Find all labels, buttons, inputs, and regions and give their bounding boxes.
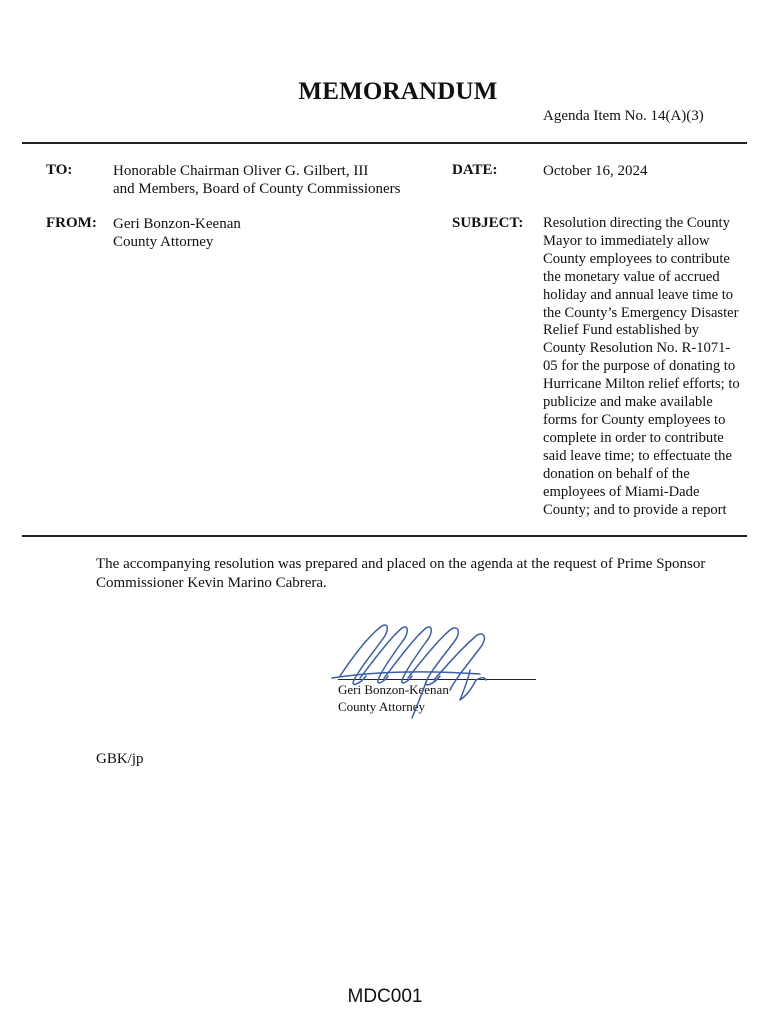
to-line: and Members, Board of County Commissioners — [113, 181, 401, 197]
subject-line: complete in order to contribute — [543, 429, 724, 446]
from-line: County Attorney — [113, 234, 214, 250]
to-line: Honorable Chairman Oliver G. Gilbert, III — [113, 163, 369, 179]
from-sender — [113, 215, 241, 251]
memo-title: MEMORANDUM — [298, 78, 498, 105]
top-divider — [22, 142, 747, 144]
bottom-divider — [22, 535, 747, 537]
subject-line: 05 for the purpose of donating to — [543, 358, 736, 375]
typist-initials: GBK/jp — [96, 751, 144, 767]
handwritten-signature — [330, 618, 500, 723]
subject-line: Resolution directing the County — [543, 215, 730, 231]
subject-line: donation on behalf of the — [543, 465, 690, 482]
subject-line: the monetary value of accrued — [543, 268, 720, 285]
to-recipient — [113, 162, 400, 198]
subject-line: said leave time; to effectuate the — [543, 447, 732, 464]
body-line: The accompanying resolution was prepared and placed on the agenda at the request of Prime Sponsor — [96, 556, 706, 572]
body-line: Commissioner Kevin Marino Cabrera. — [96, 575, 327, 591]
subject-line: County Resolution No. R-1071- — [543, 340, 731, 357]
from-line: Geri Bonzon-Keenan — [113, 216, 241, 232]
subject-line: County employees to contribute — [543, 250, 730, 267]
subject-line: Relief Fund established by — [543, 322, 700, 339]
date-value: October 16, 2024 — [543, 163, 648, 179]
subject-line: Mayor to immediately allow — [543, 232, 710, 249]
subject-line: County; and to provide a report — [543, 501, 727, 518]
to-label: TO: — [46, 162, 73, 178]
subject-line: forms for County employees to — [543, 411, 726, 428]
subject-label: SUBJECT: — [452, 215, 524, 231]
subject-line: the County’s Emergency Disaster — [543, 304, 739, 321]
subject-text — [543, 215, 753, 519]
page-footer-code: MDC001 — [347, 986, 423, 1007]
subject-line: publicize and make available — [543, 394, 713, 411]
subject-line: holiday and annual leave time to — [543, 286, 734, 303]
signatory-name: Geri Bonzon-Keenan — [338, 682, 449, 697]
subject-line: Hurricane Milton relief efforts; to — [543, 376, 740, 393]
subject-line: employees of Miami-Dade — [543, 483, 700, 500]
agenda-item-number: Agenda Item No. 14(A)(3) — [543, 108, 704, 124]
from-label: FROM: — [46, 215, 97, 231]
body-paragraph — [96, 555, 736, 593]
signatory-title: County Attorney — [338, 699, 426, 714]
date-label: DATE: — [452, 162, 498, 178]
